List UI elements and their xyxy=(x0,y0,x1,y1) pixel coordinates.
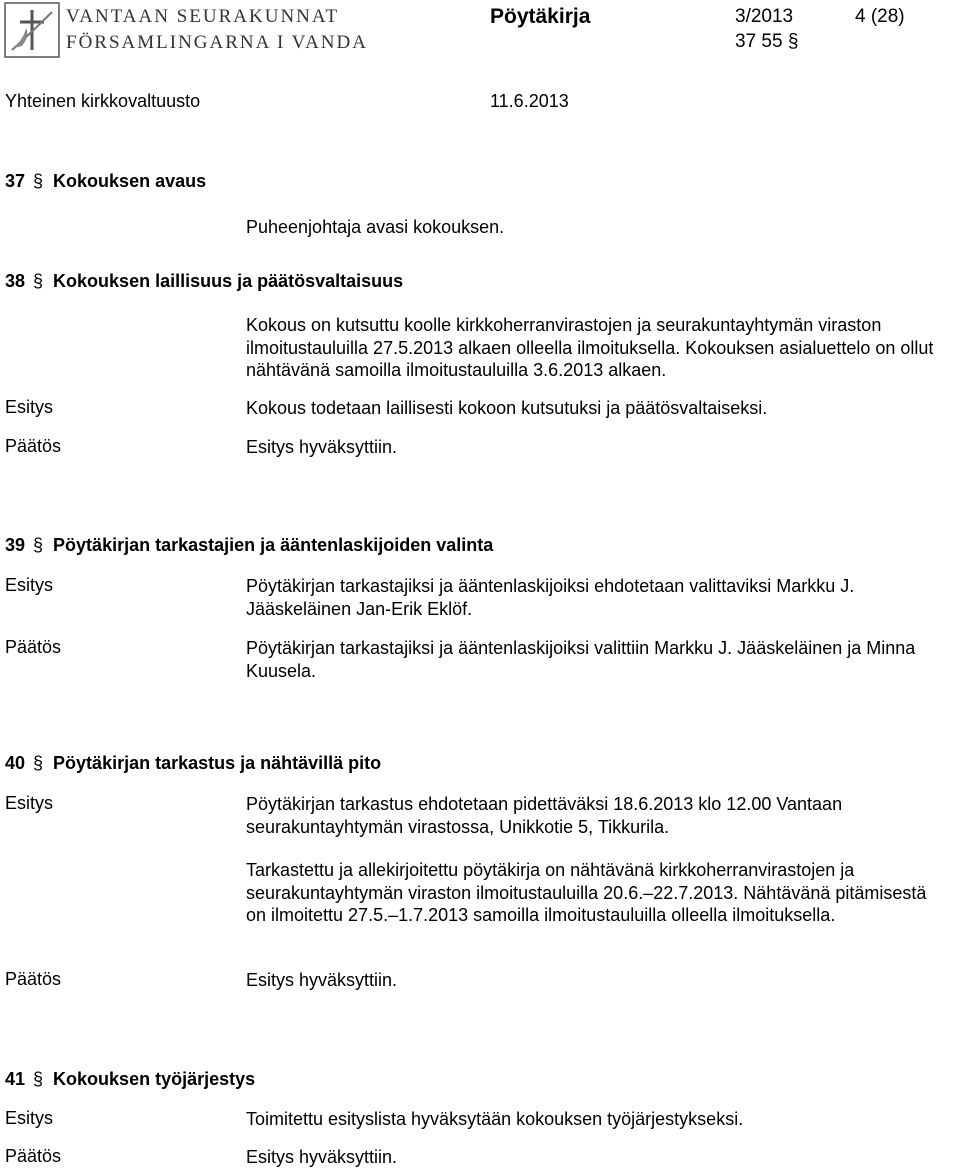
document-number: 3/2013 xyxy=(735,6,794,27)
proposal-text: Kokous todetaan laillisesti kokoon kutsutuksi ja päätösvaltaiseksi. xyxy=(246,398,768,418)
section-range: 37 55 § xyxy=(735,31,799,52)
decision-text: Esitys hyväksyttiin. xyxy=(246,1147,398,1167)
section-heading xyxy=(5,171,206,192)
org-name-sv: FÖRSAMLINGARNA I VANDA xyxy=(66,32,368,53)
section-symbol: § xyxy=(33,535,44,555)
section-number: 40 xyxy=(5,753,26,773)
decision-label: Päätös xyxy=(5,637,62,657)
decision-text: Pöytäkirjan tarkastajiksi ja ääntenlaskijoiksi valittiin Markku J. Jääskeläinen ja Minna Kuusela. xyxy=(246,638,916,681)
org-name-fi: VANTAAN SEURAKUNNAT xyxy=(66,6,340,27)
section-symbol: § xyxy=(33,1069,44,1089)
section-number: 41 xyxy=(5,1069,26,1089)
decision-label: Päätös xyxy=(5,436,62,456)
section-symbol: § xyxy=(33,753,44,773)
section-title: Kokouksen laillisuus ja päätösvaltaisuus xyxy=(53,271,404,291)
meeting-date: 11.6.2013 xyxy=(490,91,569,111)
section-title: Kokouksen työjärjestys xyxy=(53,1069,256,1089)
proposal-label: Esitys xyxy=(5,575,54,595)
proposal-text: Toimitettu esityslista hyväksytään kokouksen työjärjestykseksi. xyxy=(246,1109,744,1129)
section-title: Pöytäkirjan tarkastajien ja ääntenlaskijoiden valinta xyxy=(53,535,494,555)
governing-body: Yhteinen kirkkovaltuusto xyxy=(5,91,201,111)
decision-text: Esitys hyväksyttiin. xyxy=(246,970,398,990)
decision-label: Päätös xyxy=(5,969,62,989)
section-heading xyxy=(5,1069,255,1090)
decision-label: Päätös xyxy=(5,1146,62,1166)
section-text: Puheenjohtaja avasi kokouksen. xyxy=(246,217,505,237)
section-symbol: § xyxy=(33,171,44,191)
proposal-text: Pöytäkirjan tarkastajiksi ja ääntenlaskijoiksi ehdotetaan valittaviksi Markku J. Jääskeläinen Jan-Erik Eklöf. xyxy=(246,576,855,619)
section-number: 37 xyxy=(5,171,26,191)
section-heading xyxy=(5,535,493,556)
proposal-label: Esitys xyxy=(5,793,54,813)
document-type: Pöytäkirja xyxy=(490,5,591,28)
section-number: 39 xyxy=(5,535,26,555)
section-title: Pöytäkirjan tarkastus ja nähtävillä pito xyxy=(53,753,382,773)
section-symbol: § xyxy=(33,271,44,291)
section-heading xyxy=(5,753,381,774)
decision-text: Esitys hyväksyttiin. xyxy=(246,437,398,457)
page-number: 4 (28) xyxy=(855,6,905,27)
section-number: 38 xyxy=(5,271,26,291)
section-title: Kokouksen avaus xyxy=(53,171,207,191)
proposal-text: Pöytäkirjan tarkastus ehdotetaan pidettäväksi 18.6.2013 klo 12.00 Vantaan seurakuntayhtymän virastossa, Unikkotie 5, Tikkurila. xyxy=(246,794,843,837)
proposal-label: Esitys xyxy=(5,1108,54,1128)
proposal-label: Esitys xyxy=(5,397,54,417)
parish-logo-icon xyxy=(4,2,60,58)
proposal-text-extra: Tarkastettu ja allekirjoitettu pöytäkirja on nähtävänä kirkkoherranvirastojen ja seurakuntayhtymän viraston ilmoitustauluilla 20.6.–22.7.2013. Nähtävänä pitämisestä on ilmoitettu 27.5.–1.7.2013 samoilla ilmoitustauluilla olleella ilmoituksella. xyxy=(246,860,927,925)
section-heading xyxy=(5,271,403,292)
section-intro: Kokous on kutsuttu koolle kirkkoherranvirastojen ja seurakuntayhtymän viraston ilmoitustauluilla 27.5.2013 alkaen olleella ilmoituksella. Kokouksen asialuettelo on ollut nähtävänä samoilla ilmoitustauluilla 3.6.2013 alkaen. xyxy=(246,315,934,380)
